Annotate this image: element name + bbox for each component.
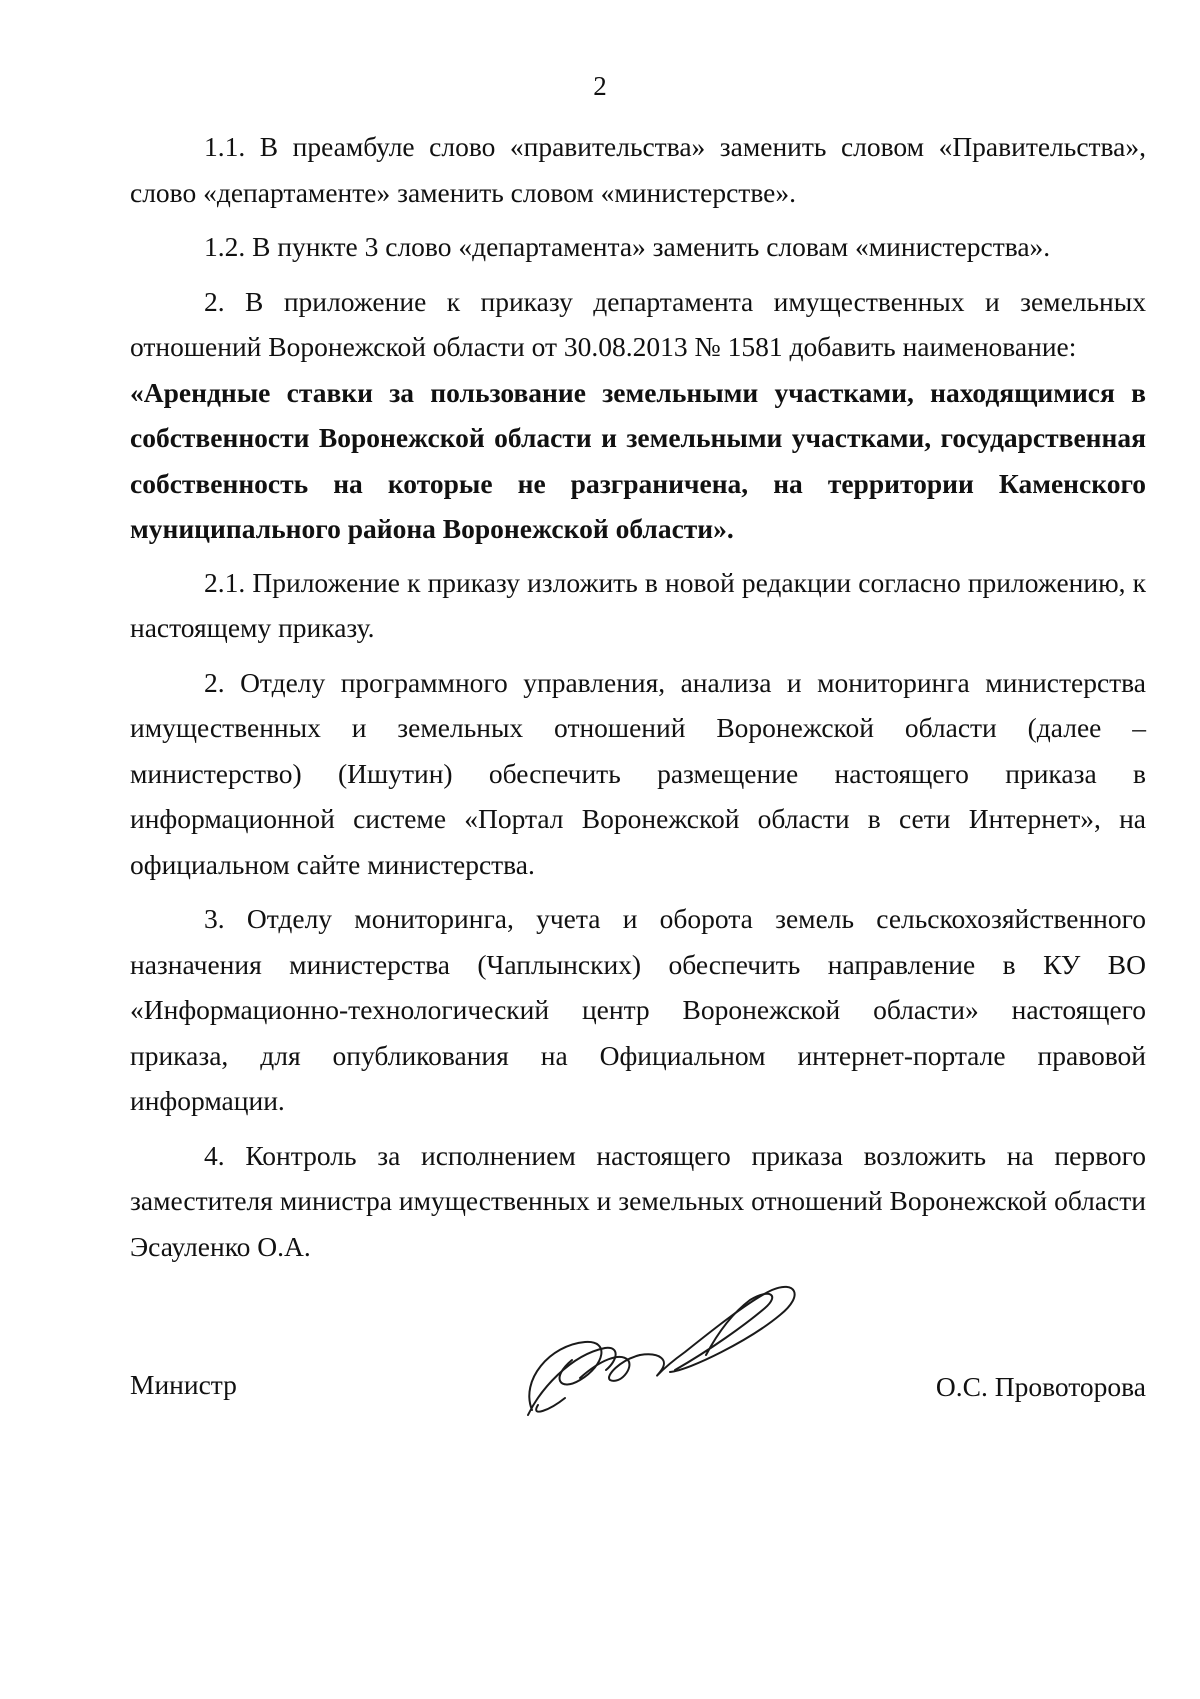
signature-scribble (510, 1260, 810, 1430)
paragraph-4: 4. Контроль за исполнением настоящего приказа возложить на первого заместителя министра имущественных и земельных отношений Воронежской области Эсауленко О.А. (130, 1139, 1146, 1262)
document-body (130, 124, 1146, 1278)
signatory-name: О.С. Провоторова (935, 1371, 1146, 1402)
page-number: 2 (593, 71, 607, 101)
signatory-role: Министр (130, 1369, 237, 1400)
paragraph-1-1: 1.1. В преамбуле слово «правительства» заменить словом «Правительства», слово «департаменте» заменить словом «министерстве». (130, 131, 1146, 208)
paragraph-1-2: 1.2. В пункте 3 слово «департамента» заменить словам «министерства». (204, 231, 1051, 262)
paragraph-2-dept: 2. Отделу программного управления, анализа и мониторинга министерства имущественных и земельных отношений Воронежской области (далее – министерство) (Ишутин) обеспечить размещение настоящего приказа в информационной системе «Портал Воронежской области в сети Интернет», на официальном сайте министерства. (130, 666, 1146, 880)
paragraph-3: 3. Отделу мониторинга, учета и оборота земель сельскохозяйственного назначения министерства (Чаплынских) обеспечить направление в КУ ВО «Информационно-технологический центр Воронежской области» настоящего приказа, для опубликования на Официальном интернет-портале правовой информации. (130, 903, 1146, 1116)
paragraph-2-1: 2.1. Приложение к приказу изложить в новой редакции согласно приложению, к настоящему приказу. (130, 566, 1146, 643)
handwritten-signature (510, 1260, 810, 1430)
paragraph-2: 2. В приложение к приказу департамента имущественных и земельных отношений Воронежской области от 30.08.2013 № 1581 добавить наименование: (130, 285, 1146, 362)
paragraph-title-bold: «Арендные ставки за пользование земельными участками, находящимися в собственности Воронежской области и земельными участками, государственная собственность на которые не разграничена, на территории Каменского муниципального района Воронежской области». (130, 376, 1146, 544)
signature-block (130, 1260, 1146, 1420)
